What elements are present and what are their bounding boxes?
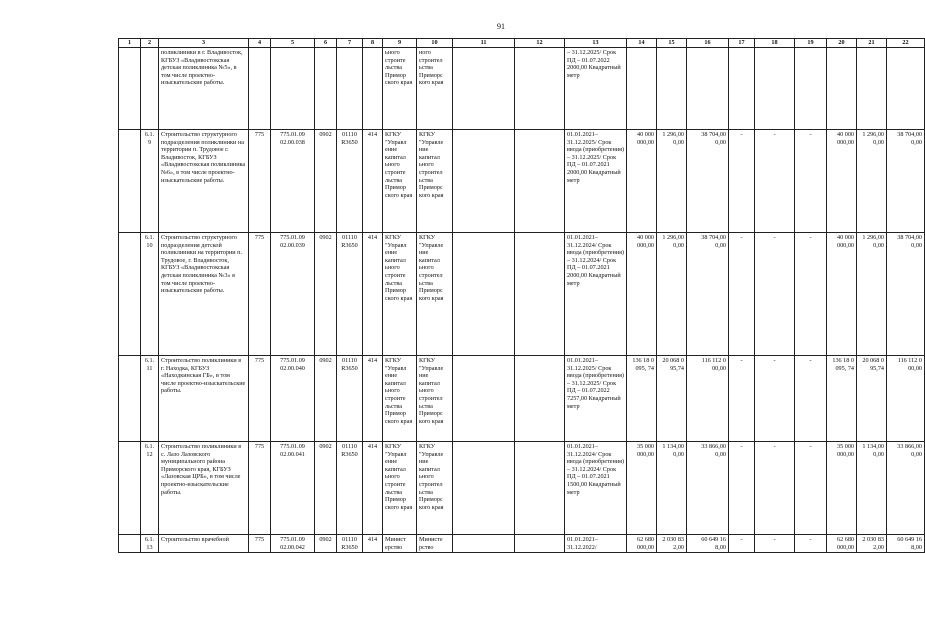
cell-col-10: КГКУ "Управле ние капитал ьного строител ьства Приморс кого края: [417, 356, 453, 442]
cell-col-14: [627, 48, 657, 130]
header-row: [119, 39, 925, 48]
column-header-17: 17: [729, 39, 755, 48]
cell-col-16: [687, 48, 729, 130]
cell-col-15: 20 068 0 95,74: [657, 356, 687, 442]
cell-col-19: -: [795, 442, 827, 535]
cell-col-19: -: [795, 356, 827, 442]
cell-col-9: КГКУ "Управл ение капитал ьного строите льства Примор ского края: [383, 233, 417, 356]
cell-col-19: -: [795, 233, 827, 356]
cell-col-5: 775.01.09 02.00.042: [271, 535, 315, 553]
cell-col-17: -: [729, 356, 755, 442]
cell-col-19: [795, 48, 827, 130]
cell-col-18: -: [755, 535, 795, 553]
cell-col-1: [119, 356, 141, 442]
cell-col-19: -: [795, 535, 827, 553]
cell-col-13: 01.01.2021– 31.12.2024/ Срок ввода (приобретения) – 31.12.2024/ Срок ПД – 01.07.2021 2000,00 Квадратный метр: [565, 233, 627, 356]
cell-col-3: Строительство поликлиники в с. Лазо Лазовского муниципального района Приморского края, КГБУЗ «Лазовская ЦРБ», в том числе проектно-изыскательские работы.: [159, 442, 249, 535]
cell-col-4: [249, 48, 271, 130]
cell-col-17: -: [729, 130, 755, 233]
column-header-18: 18: [755, 39, 795, 48]
cell-col-4: 775: [249, 535, 271, 553]
cell-col-2: 6.1. 9: [141, 130, 159, 233]
cell-col-14: 40 000 000,00: [627, 233, 657, 356]
cell-col-10: ного строител ьства Приморс кого края: [417, 48, 453, 130]
cell-col-13: 01.01.2021– 31.12.2022/: [565, 535, 627, 553]
column-header-2: 2: [141, 39, 159, 48]
column-header-9: 9: [383, 39, 417, 48]
cell-col-11: [453, 48, 515, 130]
table-row: [119, 356, 925, 442]
cell-col-18: -: [755, 356, 795, 442]
cell-col-18: -: [755, 442, 795, 535]
cell-col-3: поликлиники в г. Владивосток, КГБУЗ «Владивостокская детская поликлиника №5», в том числе проектно-изыскательские работы.: [159, 48, 249, 130]
cell-col-14: 35 000 000,00: [627, 442, 657, 535]
cell-col-1: [119, 130, 141, 233]
cell-col-1: [119, 535, 141, 553]
table-row: [119, 48, 925, 130]
cell-col-22: 33 866,00 0,00: [887, 442, 925, 535]
column-header-10: 10: [417, 39, 453, 48]
cell-col-12: [515, 356, 565, 442]
cell-col-5: 775.01.09 02.00.040: [271, 356, 315, 442]
cell-col-3: Строительство структурного подразделения детской поликлиники на территории п. Трудовое, г. Владивосток, КГБУЗ «Владивостокская детская поликлиника №3» в том числе проектно-изыскательские работы.: [159, 233, 249, 356]
cell-col-5: 775.01.09 02.00.038: [271, 130, 315, 233]
cell-col-6: 0902: [315, 130, 337, 233]
column-header-3: 3: [159, 39, 249, 48]
page-number: 91: [497, 22, 505, 31]
cell-col-4: 775: [249, 442, 271, 535]
cell-col-11: [453, 130, 515, 233]
cell-col-15: 1 296,00 0,00: [657, 233, 687, 356]
cell-col-20: 62 680 000,00: [827, 535, 857, 553]
cell-col-11: [453, 535, 515, 553]
cell-col-12: [515, 535, 565, 553]
cell-col-14: 62 680 000,00: [627, 535, 657, 553]
cell-col-14: 40 000 000,00: [627, 130, 657, 233]
cell-col-18: -: [755, 233, 795, 356]
cell-col-15: 1 134,00 0,00: [657, 442, 687, 535]
cell-col-7: 01110 R3650: [337, 130, 363, 233]
column-header-8: 8: [363, 39, 383, 48]
cell-col-2: 6.1. 11: [141, 356, 159, 442]
cell-col-3: Строительство структурного подразделения поликлиники на территории п. Трудовое г. Владивосток, КГБУЗ «Владивостокская поликлиника №6», в том числе проектно-изыскательские работы.: [159, 130, 249, 233]
cell-col-19: -: [795, 130, 827, 233]
column-header-21: 21: [857, 39, 887, 48]
cell-col-5: 775.01.09 02.00.041: [271, 442, 315, 535]
column-header-16: 16: [687, 39, 729, 48]
cell-col-8: 414: [363, 356, 383, 442]
cell-col-6: 0902: [315, 535, 337, 553]
cell-col-22: [887, 48, 925, 130]
cell-col-17: -: [729, 535, 755, 553]
cell-col-1: [119, 48, 141, 130]
cell-col-13: 01.01.2021– 31.12.2024/ Срок ввода (приобретения) – 31.12.2024/ Срок ПД – 01.07.2021 1500,00 Квадратный метр: [565, 442, 627, 535]
cell-col-2: [141, 48, 159, 130]
cell-col-17: -: [729, 233, 755, 356]
cell-col-22: 38 704,00 0,00: [887, 130, 925, 233]
table-row: [119, 535, 925, 553]
column-header-20: 20: [827, 39, 857, 48]
column-header-6: 6: [315, 39, 337, 48]
cell-col-14: 136 18 0 095, 74: [627, 356, 657, 442]
cell-col-21: 1 296,00 0,00: [857, 233, 887, 356]
cell-col-3: Строительство врачебной: [159, 535, 249, 553]
cell-col-22: 38 704,00 0,00: [887, 233, 925, 356]
cell-col-7: 01110 R3650: [337, 442, 363, 535]
cell-col-4: 775: [249, 233, 271, 356]
column-header-1: 1: [119, 39, 141, 48]
cell-col-11: [453, 442, 515, 535]
cell-col-7: [337, 48, 363, 130]
cell-col-9: ьного строите льства Примор ского края: [383, 48, 417, 130]
column-header-11: 11: [453, 39, 515, 48]
cell-col-16: 38 704,00 0,00: [687, 233, 729, 356]
cell-col-11: [453, 233, 515, 356]
cell-col-7: 01110 R3650: [337, 233, 363, 356]
cell-col-8: [363, 48, 383, 130]
cell-col-22: 116 112 0 00,00: [887, 356, 925, 442]
cell-col-22: 60 649 16 8,00: [887, 535, 925, 553]
cell-col-12: [515, 233, 565, 356]
cell-col-3: Строительство поликлиники в г. Находка, КГБУЗ «Находкинская ГБ», в том числе проектно-изыскательские работы.: [159, 356, 249, 442]
cell-col-16: 116 112 0 00,00: [687, 356, 729, 442]
cell-col-20: 40 000 000,00: [827, 233, 857, 356]
table-row: [119, 233, 925, 356]
cell-col-9: КГКУ "Управл ение капитал ьного строите льства Примор ского края: [383, 442, 417, 535]
cell-col-10: КГКУ "Управле ние капитал ьного строител ьства Приморс кого края: [417, 130, 453, 233]
cell-col-10: КГКУ "Управле ние капитал ьного строител ьства Приморс кого края: [417, 233, 453, 356]
cell-col-20: 40 000 000,00: [827, 130, 857, 233]
cell-col-17: [729, 48, 755, 130]
cell-col-9: Минист ерство: [383, 535, 417, 553]
cell-col-18: -: [755, 130, 795, 233]
cell-col-7: 01110 R3650: [337, 535, 363, 553]
cell-col-7: 01110 R3650: [337, 356, 363, 442]
cell-col-21: 20 068 0 95,74: [857, 356, 887, 442]
cell-col-15: 2 030 83 2,00: [657, 535, 687, 553]
cell-col-16: 60 649 16 8,00: [687, 535, 729, 553]
cell-col-13: – 31.12.2025/ Срок ПД – 01.07.2022 2000,00 Квадратный метр: [565, 48, 627, 130]
cell-col-21: [857, 48, 887, 130]
cell-col-15: 1 296,00 0,00: [657, 130, 687, 233]
cell-col-10: КГКУ "Управле ние капитал ьного строител ьства Приморс кого края: [417, 442, 453, 535]
cell-col-16: 38 704,00 0,00: [687, 130, 729, 233]
cell-col-20: 35 000 000,00: [827, 442, 857, 535]
cell-col-1: [119, 442, 141, 535]
column-header-13: 13: [565, 39, 627, 48]
column-header-22: 22: [887, 39, 925, 48]
cell-col-2: 6.1. 10: [141, 233, 159, 356]
cell-col-8: 414: [363, 233, 383, 356]
cell-col-5: [271, 48, 315, 130]
cell-col-1: [119, 233, 141, 356]
column-header-15: 15: [657, 39, 687, 48]
column-header-14: 14: [627, 39, 657, 48]
cell-col-4: 775: [249, 130, 271, 233]
column-header-4: 4: [249, 39, 271, 48]
cell-col-8: 414: [363, 442, 383, 535]
cell-col-17: -: [729, 442, 755, 535]
cell-col-12: [515, 442, 565, 535]
cell-col-8: 414: [363, 535, 383, 553]
cell-col-15: [657, 48, 687, 130]
table-row: [119, 442, 925, 535]
cell-col-11: [453, 356, 515, 442]
cell-col-9: КГКУ "Управл ение капитал ьного строите льства Примор ского края: [383, 356, 417, 442]
cell-col-6: 0902: [315, 356, 337, 442]
table-row: [119, 130, 925, 233]
cell-col-21: 1 134,00 0,00: [857, 442, 887, 535]
cell-col-18: [755, 48, 795, 130]
cell-col-8: 414: [363, 130, 383, 233]
cell-col-12: [515, 130, 565, 233]
cell-col-16: 33 866,00 0,00: [687, 442, 729, 535]
cell-col-13: 01.01.2021– 31.12.2025/ Срок ввода (приобретения) – 31.12.2025/ Срок ПД – 01.07.2021 2000,00 Квадратный метр: [565, 130, 627, 233]
column-header-12: 12: [515, 39, 565, 48]
cell-col-12: [515, 48, 565, 130]
cell-col-6: [315, 48, 337, 130]
column-header-19: 19: [795, 39, 827, 48]
cell-col-10: Министе рство: [417, 535, 453, 553]
cell-col-2: 6.1. 13: [141, 535, 159, 553]
column-header-5: 5: [271, 39, 315, 48]
cell-col-5: 775.01.09 02.00.039: [271, 233, 315, 356]
cell-col-21: 1 296,00 0,00: [857, 130, 887, 233]
cell-col-20: 136 18 0 095, 74: [827, 356, 857, 442]
column-header-7: 7: [337, 39, 363, 48]
cell-col-2: 6.1. 12: [141, 442, 159, 535]
cell-col-20: [827, 48, 857, 130]
budget-table: [118, 38, 925, 553]
cell-col-9: КГКУ "Управл ение капитал ьного строите льства Примор ского края: [383, 130, 417, 233]
cell-col-6: 0902: [315, 442, 337, 535]
cell-col-13: 01.01.2021– 31.12.2025/ Срок ввода (приобретения) – 31.12.2025/ Срок ПД – 01.07.2022 7257,00 Квадратный метр: [565, 356, 627, 442]
cell-col-21: 2 030 83 2,00: [857, 535, 887, 553]
cell-col-4: 775: [249, 356, 271, 442]
cell-col-6: 0902: [315, 233, 337, 356]
